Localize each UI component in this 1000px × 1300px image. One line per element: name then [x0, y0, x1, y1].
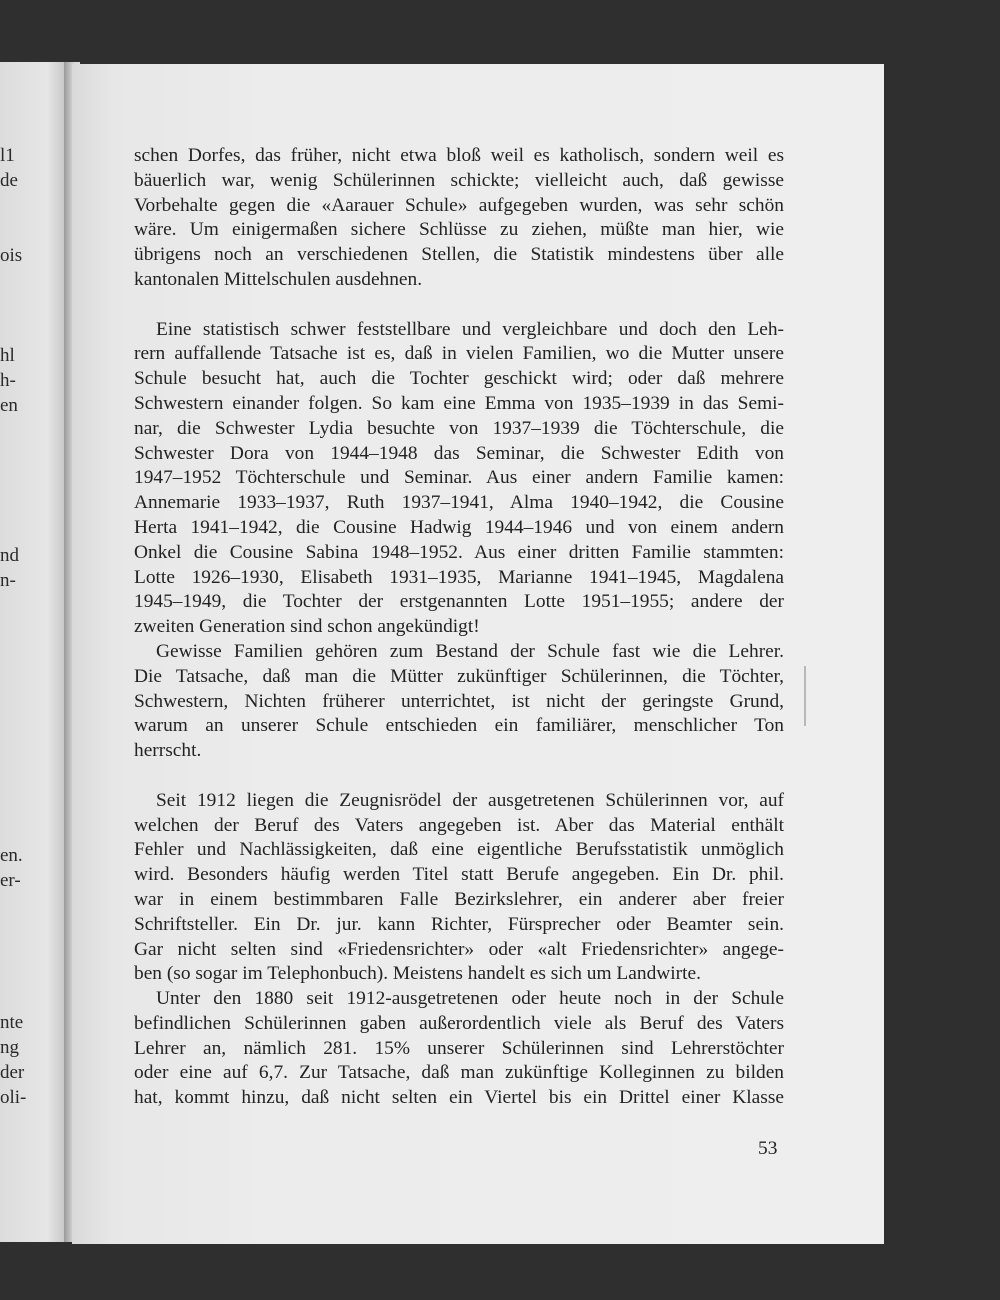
- paragraph-gap: [134, 293, 784, 318]
- left-fragment: de: [0, 171, 18, 190]
- text-line: Schwestern einander folgen. So kam eine Emma von 1935–1939 in das Semi-: [134, 392, 784, 414]
- text-line: zweiten Generation sind schon angekündigt!: [134, 616, 480, 638]
- text-line: Lotte 1926–1930, Elisabeth 1931–1935, Marianne 1941–1945, Magdalena: [134, 566, 784, 588]
- text-line: Annemarie 1933–1937, Ruth 1937–1941, Alma 1940–1942, die Cousine: [134, 492, 784, 514]
- left-fragment: en: [0, 396, 18, 415]
- text-line: Gewisse Familien gehören zum Bestand der Schule fast wie die Lehrer.: [156, 640, 784, 662]
- text-line: ben (so sogar im Telephonbuch). Meistens handelt es sich um Landwirte.: [134, 963, 701, 985]
- text-line: Unter den 1880 seit 1912-ausgetretenen oder heute noch in der Schule: [156, 988, 784, 1010]
- text-line: rern auffallende Tatsache ist es, daß in vielen Familien, wo die Mutter unsere: [134, 343, 784, 365]
- left-fragment: ois: [0, 246, 23, 265]
- page-number: 53: [758, 1138, 778, 1159]
- text-line: Schwester Dora von 1944–1948 das Seminar, die Schwester Edith von: [134, 442, 784, 464]
- text-line: Lehrer an, nämlich 281. 15% unserer Schülerinnen sind Lehrerstöchter: [134, 1037, 784, 1059]
- text-line: Fehler und Nachlässigkeiten, daß eine eigentliche Berufsstatistik unmöglich: [134, 839, 784, 861]
- text-line: Die Tatsache, daß man die Mütter zukünftiger Schülerinnen, die Töchter,: [134, 665, 784, 687]
- paragraph-gap: [134, 764, 784, 789]
- right-page: [72, 64, 884, 1244]
- text-line: übrigens noch an verschiedenen Stellen, die Statistik mindestens über alle: [134, 244, 784, 266]
- left-fragment: en.: [0, 846, 23, 865]
- text-line: welchen der Beruf des Vaters angegeben ist. Aber das Material enthält: [134, 814, 784, 836]
- left-fragment: ng: [0, 1038, 19, 1057]
- left-fragment: h-: [0, 371, 16, 390]
- text-line: schen Dorfes, das früher, nicht etwa bloß weil es katholisch, sondern weil es: [134, 145, 784, 166]
- left-fragment: er-: [0, 871, 21, 890]
- text-line: hat, kommt hinzu, daß nicht selten ein Viertel bis ein Drittel einer Klasse: [134, 1087, 784, 1109]
- left-fragment: nte: [0, 1013, 24, 1032]
- text-line: Eine statistisch schwer feststellbare und vergleichbare und doch den Leh-: [156, 318, 784, 340]
- text-line: herrscht.: [134, 740, 202, 762]
- left-fragment: hl: [0, 346, 15, 365]
- text-line: Herta 1941–1942, die Cousine Hadwig 1944–1946 und von einem andern: [134, 516, 784, 538]
- text-line: 1947–1952 Töchterschule und Seminar. Aus einer andern Familie kamen:: [134, 467, 784, 489]
- text-line: Schule besucht hat, auch die Tochter geschickt wird; oder daß mehrere: [134, 368, 784, 390]
- text-line: Vorbehalte gegen die «Aarauer Schule» aufgegeben wurden, was sehr schön: [134, 194, 784, 216]
- text-line: war in einem bestimmbaren Falle Bezirkslehrer, ein anderer aber freier: [134, 888, 784, 910]
- text-line: oder eine auf 6,7. Zur Tatsache, daß man zukünftige Kolleginnen zu bilden: [134, 1062, 784, 1084]
- text-line: wird. Besonders häufig werden Titel statt Berufe angegeben. Ein Dr. phil.: [134, 864, 784, 886]
- text-line: wäre. Um einigermaßen sichere Schlüsse zu ziehen, müßte man hier, wie: [134, 219, 784, 241]
- text-line: befindlichen Schülerinnen gaben außerordentlich viele als Beruf des Vaters: [134, 1012, 784, 1034]
- text-line: kantonalen Mittelschulen ausdehnen.: [134, 268, 423, 290]
- left-fragment: nd: [0, 546, 19, 565]
- left-fragment: oli-: [0, 1088, 27, 1107]
- left-fragment: l1: [0, 146, 15, 165]
- text-line: bäuerlich war, wenig Schülerinnen schickte; vielleicht auch, daß gewisse: [134, 169, 784, 191]
- text-line: Onkel die Cousine Sabina 1948–1952. Aus einer dritten Familie stammten:: [134, 541, 784, 563]
- text-line: warum an unserer Schule entschieden ein familiärer, menschlicher Ton: [134, 715, 784, 737]
- text-line: Schwestern, Nichten früherer unterrichtet, ist nicht der geringste Grund,: [134, 690, 784, 712]
- left-fragment: n-: [0, 571, 16, 590]
- text-line: Schriftsteller. Ein Dr. jur. kann Richter, Fürsprecher oder Beamter sein.: [134, 913, 784, 935]
- text-line: 1945–1949, die Tochter der erstgenannten Lotte 1951–1955; andere der: [134, 591, 784, 613]
- body-text: [134, 144, 784, 1111]
- left-fragment: der: [0, 1063, 25, 1082]
- margin-mark: [804, 666, 806, 726]
- text-line: nar, die Schwester Lydia besuchte von 1937–1939 die Töchterschule, die: [134, 417, 784, 439]
- text-line: Gar nicht selten sind «Friedensrichter» oder «alt Friedensrichter» angege-: [134, 938, 784, 960]
- text-line: Seit 1912 liegen die Zeugnisrödel der ausgetretenen Schülerinnen vor, auf: [156, 789, 784, 811]
